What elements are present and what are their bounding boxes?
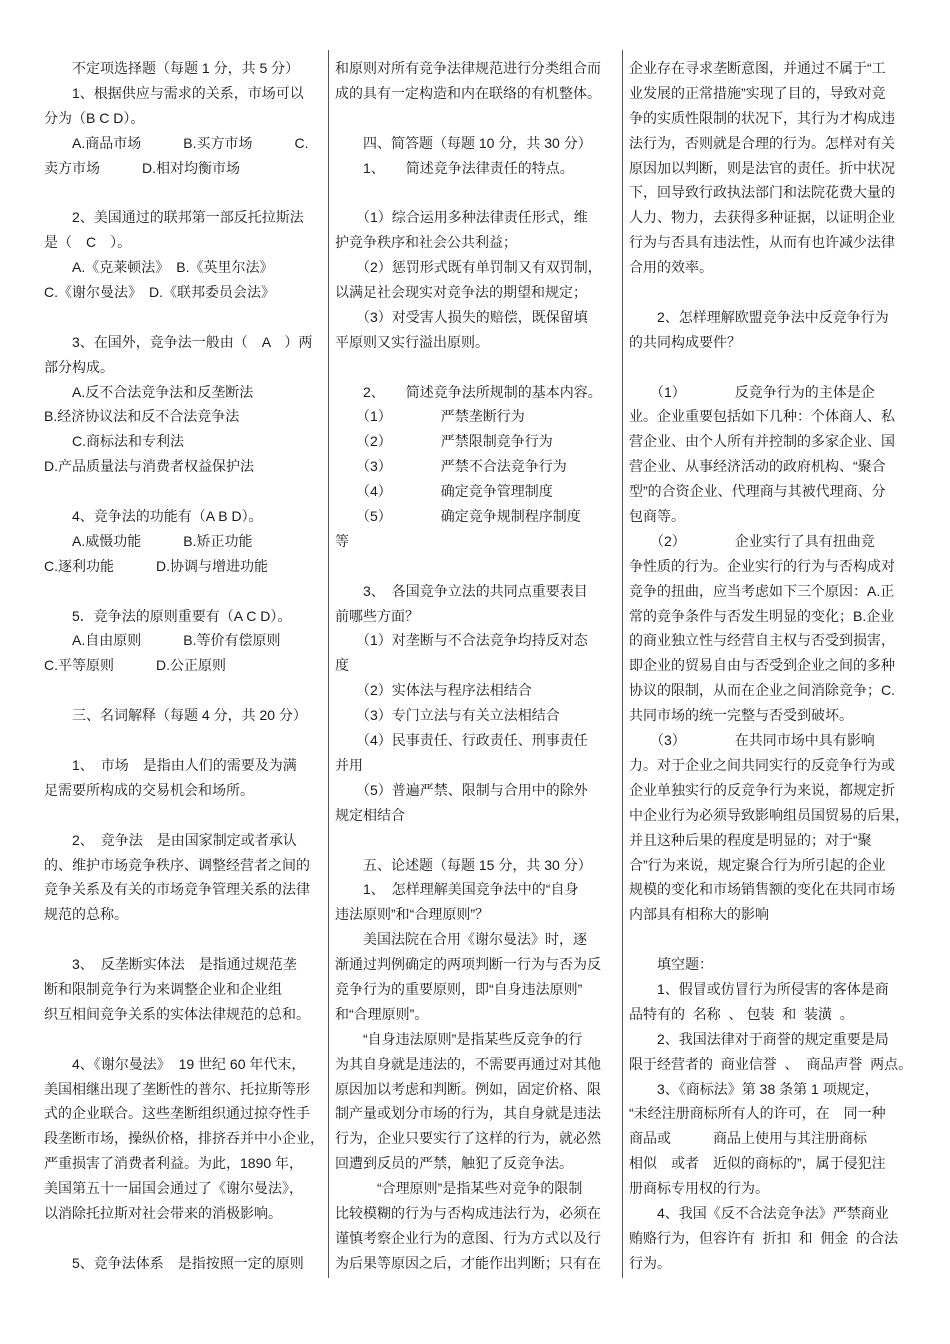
text-line: 度: [335, 657, 349, 674]
text-line: A.反不合法竞争法和反垄断法: [44, 383, 254, 400]
middle-column: [335, 56, 618, 1276]
text-line: 严重损害了消费者利益。为此，1890 年，: [44, 1155, 304, 1172]
text-line: 竞争关系及有关的市场竞争管理关系的法律: [44, 881, 310, 898]
text-line: 竞争行为的重要原则，即“自身违法原则”: [335, 980, 583, 997]
text-line: 法行为，否则就是合理的行为。怎样对有关: [629, 134, 895, 151]
text-line: C.平等原则 D.公正原则: [44, 657, 226, 674]
text-line: 行为，企业只要实行了这样的行为，就必然: [335, 1130, 601, 1147]
text-line: 足需要所构成的交易机会和场所。: [44, 781, 254, 798]
text-line: 营企业、由个人所有并控制的多家企业、国: [629, 433, 895, 450]
text-line: 2、 简述竞争法所规制的基本内容。: [335, 383, 602, 400]
text-line: C.商标法和专利法: [44, 433, 184, 450]
text-line: 以满足社会现实对竞争法的期望和规定；: [335, 284, 587, 301]
text-line: 2、 竞争法 是由国家制定或者承认: [44, 831, 297, 848]
blank-line: [629, 280, 921, 305]
text-line: 的商业独立性与经营自主权与否受到损害，: [629, 632, 895, 649]
paragraph-block: [44, 703, 326, 728]
text-line: 合”行为来说，规定聚合行为所引起的企业: [629, 856, 886, 873]
text-line: 内部具有相称大的影响: [629, 906, 769, 923]
text-line: 断和限制竞争行为来调整企业和企业组: [44, 980, 282, 997]
text-line: （1）对垄断与不合法竞争均持反对态: [335, 632, 588, 649]
right-column: [629, 56, 921, 1276]
text-line: 2、我国法律对于商誉的规定重要是局: [629, 1030, 889, 1047]
text-line: 行为与否具有违法性，从而有也许减少法律: [629, 234, 895, 251]
text-line: 3、 反垄断实体法 是指通过规范垄: [44, 956, 297, 973]
text-line: 相似 或者 近似的商标的”，属于侵犯注: [629, 1155, 886, 1172]
paragraph-block: [44, 753, 326, 803]
paragraph-block: [44, 504, 326, 579]
text-line: 三、名词解释（每题 4 分，共 20 分）: [44, 707, 307, 724]
blank-line: [44, 180, 326, 205]
paragraph-block: [44, 952, 326, 1027]
text-line: 共同市场的统一完整与否受到破坏。: [629, 707, 853, 724]
text-line: 的共同构成要件？: [629, 333, 741, 350]
text-line: 5、竞争法体系 是指按照一定的原则: [44, 1254, 304, 1271]
text-line: 美国法院在合用《谢尔曼法》时，逐: [335, 931, 587, 948]
text-line: 五、论述题（每题 15 分，共 30 分）: [335, 856, 592, 873]
paragraph-block: [335, 853, 618, 1276]
text-line: 商品或 商品上使用与其注册商标: [629, 1130, 867, 1147]
paragraph-block: [629, 380, 921, 928]
text-line: 4、竞争法的功能有（A B D）。: [44, 508, 263, 525]
text-line: 为后果等原因之后，才能作出判断；只有在: [335, 1254, 601, 1271]
text-line: 限于经营者的 商业信誉 、 商品声誉 两点。: [629, 1055, 913, 1072]
text-line: A.自由原则 B.等价有偿原则: [44, 632, 281, 649]
text-line: 3、《商标法》第 38 条第 1 项规定，: [629, 1080, 879, 1097]
paragraph-block: [335, 131, 618, 181]
text-line: （3） 在共同市场中具有影响: [629, 732, 875, 749]
text-line: 和原则对所有竞争法律规范进行分类组合而: [335, 60, 601, 76]
blank-line: [44, 1226, 326, 1251]
blank-line: [44, 678, 326, 703]
text-line: 规定相结合: [335, 806, 405, 823]
text-line: （4） 确定竞争管理制度: [335, 483, 553, 500]
text-line: 型”的合资企业、代理商与其被代理商、分: [629, 483, 886, 500]
text-line: （2） 企业实行了具有扭曲竞: [629, 532, 875, 549]
text-line: （1）综合运用多种法律责任形式，维: [335, 209, 588, 226]
text-line: A.商品市场 B.买方市场 C.: [44, 134, 309, 151]
text-line: 以消除托拉斯对社会带来的消极影响。: [44, 1204, 282, 1221]
text-line: 原因加以考虑和判断。例如，固定价格、限: [335, 1080, 601, 1097]
text-line: 行为。: [629, 1254, 671, 1271]
text-line: 前哪些方面？: [335, 607, 419, 624]
text-line: 段垄断市场，操纵价格，排挤吞并中小企业，: [44, 1130, 324, 1147]
paragraph-block: [629, 305, 921, 355]
paragraph-block: [335, 205, 618, 354]
paragraph-block: [335, 56, 618, 106]
text-line: 不定项选择题（每题 1 分，共 5 分）: [44, 60, 300, 76]
text-line: 合用的效率。: [629, 259, 713, 276]
text-line: “合理原则”是指某些对竞争的限制: [335, 1180, 583, 1197]
text-line: 4、我国《反不合法竞争法》严禁商业: [629, 1204, 889, 1221]
paragraph-block: [44, 330, 326, 479]
text-line: 1、 怎样理解美国竞争法中的“自身: [335, 881, 579, 898]
text-line: 护竞争秩序和社会公共利益；: [335, 234, 517, 251]
text-line: “未经注册商标所有人的许可，在 同一种: [629, 1105, 886, 1122]
blank-line: [44, 1027, 326, 1052]
text-line: 制产量或划分市场的行为，其自身就是违法: [335, 1105, 601, 1122]
blank-line: [629, 355, 921, 380]
blank-line: [44, 579, 326, 604]
text-line: 即企业的贸易自由与否受到企业之间的多种: [629, 657, 895, 674]
blank-line: [44, 803, 326, 828]
text-line: 规模的变化和市场销售额的变化在共同市场: [629, 881, 895, 898]
text-line: “自身违法原则”是指某些反竞争的行: [335, 1030, 583, 1047]
text-line: 争性质的行为。企业实行的行为与否构成对: [629, 557, 895, 574]
text-line: 企业存在寻求垄断意图，并通过不属于“工: [629, 60, 886, 76]
paragraph-block: [44, 828, 326, 928]
text-line: 协议的限制，从而在企业之间消除竞争；C.: [629, 682, 895, 699]
text-line: 填空题：: [629, 956, 713, 973]
left-column: [44, 56, 326, 1276]
text-line: 原因加以判断，则是法官的责任。折中状况: [629, 159, 895, 176]
text-line: 业发展的正常措施”实现了目的，导致对竞: [629, 84, 886, 101]
paragraph-block: [44, 1052, 326, 1226]
text-line: 品特有的 名称 、 包装 和 装潢 。: [629, 1005, 854, 1022]
text-line: 卖方市场 D.相对均衡市场: [44, 159, 240, 176]
text-line: 部分构成。: [44, 358, 114, 375]
text-line: A.《克莱顿法》 B.《英里尔法》: [44, 259, 274, 276]
text-line: （2）惩罚形式既有单罚制又有双罚制，: [335, 259, 602, 276]
text-line: 规范的总称。: [44, 906, 128, 923]
text-line: 4、《谢尔曼法》 19 世纪 60 年代末，: [44, 1055, 306, 1072]
text-line: （4）民事责任、行政责任、刑事责任: [335, 732, 588, 749]
text-line: 贿赂行为，但容许有 折扣 和 佣金 的合法: [629, 1229, 899, 1246]
blank-line: [44, 479, 326, 504]
text-line: 美国第五十一届国会通过了《谢尔曼法》，: [44, 1180, 303, 1197]
text-line: 2、美国通过的联邦第一部反托拉斯法: [44, 209, 304, 226]
text-line: （2）实体法与程序法相结合: [335, 682, 532, 699]
text-line: 和“合理原则”。: [335, 1005, 429, 1022]
text-line: 成的具有一定构造和内在联络的有机整体。: [335, 84, 601, 101]
text-line: （2） 严禁限制竞争行为: [335, 433, 553, 450]
text-line: 四、简答题（每题 10 分，共 30 分）: [335, 134, 592, 151]
text-line: 比较模糊的行为与否构成违法行为，必须在: [335, 1204, 601, 1221]
blank-line: [335, 355, 618, 380]
blank-line: [335, 106, 618, 131]
column-divider-right: [622, 50, 623, 1278]
text-line: 平原则又实行溢出原则。: [335, 333, 489, 350]
text-line: 织互相间竞争关系的实体法律规范的总和。: [44, 1005, 310, 1022]
text-line: 1、假冒或仿冒行为所侵害的客体是商: [629, 980, 889, 997]
text-line: 等: [335, 532, 349, 549]
text-line: 美国相继出现了垄断性的普尔、托拉斯等形: [44, 1080, 310, 1097]
blank-line: [335, 828, 618, 853]
text-line: 中企业行为必须导致影响组员国贸易的后果，: [629, 806, 909, 823]
text-line: 并用: [335, 756, 363, 773]
text-line: 力。对于企业之间共同实行的反竞争行为或: [629, 756, 895, 773]
text-line: 常的竞争条件与否发生明显的变化；B.企业: [629, 607, 895, 624]
paragraph-block: [629, 56, 921, 280]
blank-line: [44, 728, 326, 753]
text-line: 营企业、从事经济活动的政府机构、“聚合: [629, 458, 886, 475]
text-line: （5）普遍严禁、限制与合用中的除外: [335, 781, 588, 798]
text-line: 式的企业联合。这些垄断组织通过掠夺性手: [44, 1105, 310, 1122]
text-line: （1） 反竞争行为的主体是企: [629, 383, 875, 400]
text-line: 册商标专用权的行为。: [629, 1180, 769, 1197]
paragraph-block: [335, 380, 618, 554]
text-line: 争的实质性限制的状况下，其行为才构成违: [629, 109, 895, 126]
blank-line: [629, 927, 921, 952]
paragraph-block: [335, 579, 618, 828]
text-line: 的、维护市场竞争秩序、调整经营者之间的: [44, 856, 310, 873]
paragraph-block: [44, 205, 326, 305]
text-line: 回遭到反员的严禁，触犯了反竞争法。: [335, 1155, 573, 1172]
paragraph-block: [629, 952, 921, 1276]
blank-line: [335, 554, 618, 579]
text-line: A.威慑功能 B.矫正功能: [44, 532, 253, 549]
column-divider-left: [328, 50, 329, 1278]
text-line: 分为（B C D）。: [44, 109, 145, 126]
text-line: 企业单独实行的反竞争行为来说，都规定折: [629, 781, 895, 798]
text-line: （3） 严禁不合法竞争行为: [335, 458, 567, 475]
text-line: 2、怎样理解欧盟竞争法中反竞争行为: [629, 308, 889, 325]
blank-line: [335, 180, 618, 205]
text-line: 1、 简述竞争法律责任的特点。: [335, 159, 574, 176]
text-line: 5．竞争法的原则重要有（A C D）。: [44, 607, 292, 624]
text-line: （3）对受害人损失的赔偿，既保留填: [335, 308, 588, 325]
paragraph-block: [44, 1251, 326, 1276]
text-line: 3、 各国竞争立法的共同点重要表目: [335, 582, 588, 599]
text-line: （1） 严禁垄断行为: [335, 408, 525, 425]
text-line: B.经济协议法和反不合法竞争法: [44, 408, 240, 425]
text-line: 1、 市场 是指由人们的需要及为满: [44, 756, 297, 773]
text-line: 渐通过判例确定的两项判断一行为与否为反: [335, 956, 601, 973]
text-line: 下，回导致行政执法部门和法院花费大量的: [629, 184, 895, 201]
text-line: 谨慎考察企业行为的意图、行为方式以及行: [335, 1229, 601, 1246]
blank-line: [44, 305, 326, 330]
text-line: 为其自身就是违法的，不需要再通过对其他: [335, 1055, 601, 1072]
blank-line: [44, 927, 326, 952]
text-line: 并且这种后果的程度是明显的；对于“聚: [629, 831, 872, 848]
text-line: （5） 确定竞争规制程序制度: [335, 508, 581, 525]
text-line: 包商等。: [629, 508, 685, 525]
text-line: 业。企业重要包括如下几种：个体商人、私: [629, 408, 895, 425]
text-line: 违法原则”和“合理原则”？: [335, 906, 489, 923]
text-line: 3、在国外，竞争法一般由（ A ）两: [44, 333, 313, 350]
text-line: C.《谢尔曼法》 D.《联邦委员会法》: [44, 284, 275, 301]
text-line: 竞争的扭曲，应当考虑如下三个原因：A.正: [629, 582, 895, 599]
text-line: 是（ C ）。: [44, 234, 132, 251]
paragraph-block: [44, 604, 326, 679]
text-line: D.产品质量法与消费者权益保护法: [44, 458, 254, 475]
text-line: 1、根据供应与需求的关系，市场可以: [44, 84, 304, 101]
text-line: C.逐利功能 D.协调与增进功能: [44, 557, 268, 574]
paragraph-block: [44, 56, 326, 180]
text-line: 人力、物力，去获得多种证据，以证明企业: [629, 209, 895, 226]
text-line: （3）专门立法与有关立法相结合: [335, 707, 560, 724]
